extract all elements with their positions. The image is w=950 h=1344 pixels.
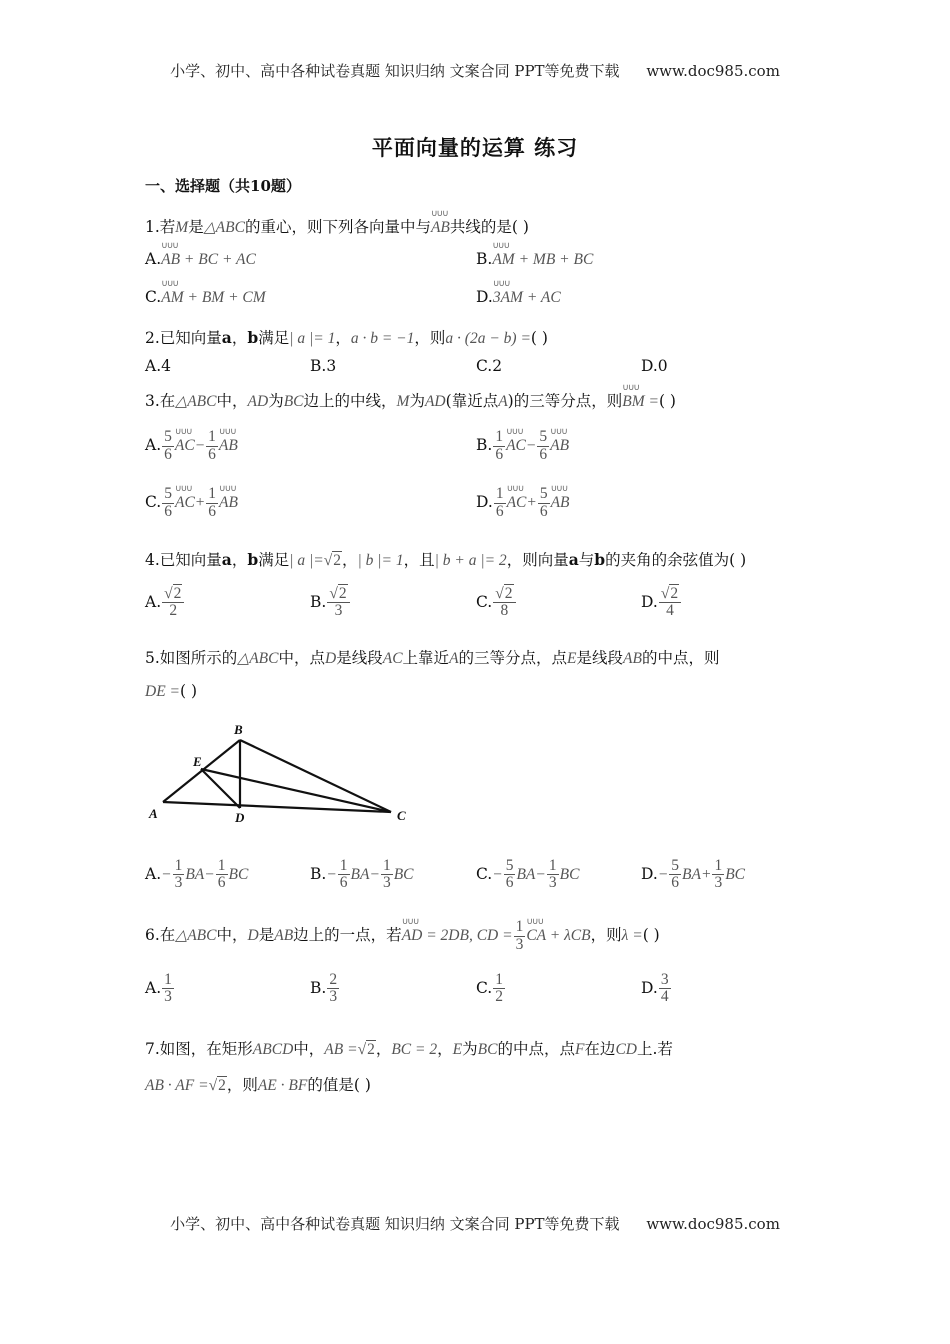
q1-option-c[interactable]: C.∪∪∪ AM + BM + CM (145, 280, 266, 307)
q2-option-d[interactable]: D.0 (641, 357, 668, 375)
q5-option-c[interactable]: C.− $\frac{5}{6}$ BA− $\frac{1}{3}$ BC (476, 857, 580, 892)
q3-option-b[interactable]: B. $\frac{1}{6}$ ∪∪∪ AC− $\frac{5}{6}$ ∪∪∪ AB (476, 428, 569, 463)
q4-option-d[interactable]: D. $\frac{√2}{4}$ (641, 586, 682, 620)
question-2: 2.已知向量a，b满足| a |= 1，a · b = −1，则a · (2a − b) =( ) (145, 328, 548, 347)
question-4: 4.已知向量a，b满足| a |=√2，| b |= 1，且| b + a |= 2，则向量a与b的夹角的余弦值为( ) (145, 550, 747, 569)
q3-option-c[interactable]: C. $\frac{5}{6}$ ∪∪∪ AC+ $\frac{1}{6}$ ∪∪∪ AB (145, 485, 238, 520)
q6-option-b[interactable]: B. $\frac{2}{3}$ (310, 971, 338, 1006)
segment-ed (201, 769, 240, 808)
question-3: 3.在△ABC中，AD为BC边上的中线，M为AD(靠近点A)的三等分点，则∪∪∪ BM =( ) (145, 384, 676, 411)
label-e: E (193, 754, 202, 769)
question-6: 6.在△ABC中，D是AB边上的一点，若∪∪∪ AD = 2DB, CD = $\frac{1}{3}$ ∪∪∪ CA + λCB，则λ =( ) (145, 918, 660, 953)
footer-site-link[interactable]: www.doc985.com (646, 1215, 780, 1233)
q1-option-a[interactable]: A.∪∪∪ AB + BC + AC (145, 242, 256, 269)
label-c: C (397, 808, 406, 823)
header-text: 小学、初中、高中各种试卷真题 知识归纳 文案合同 PPT等免费下载 (170, 62, 620, 80)
q5-triangle-figure (145, 718, 415, 828)
question-1: 1.若M是△ABC的重心，则下列各向量中与∪∪∪ AB共线的是( ) (145, 210, 529, 237)
q4-option-c[interactable]: C. $\frac{√2}{8}$ (476, 586, 517, 620)
page-footer (0, 1213, 950, 1234)
label-b: B (234, 722, 243, 737)
q6-option-a[interactable]: A. $\frac{1}{3}$ (145, 971, 172, 1006)
header-site-link[interactable]: www.doc985.com (646, 62, 780, 80)
q6-option-c[interactable]: C. $\frac{1}{2}$ (476, 971, 503, 1006)
q2-option-a[interactable]: A.4 (145, 357, 171, 375)
q3-option-a[interactable]: A. $\frac{5}{6}$ ∪∪∪ AC− $\frac{1}{6}$ ∪∪∪ AB (145, 428, 238, 463)
question-7-cont: AB · AF =√2，则AE · BF的值是( ) (145, 1076, 371, 1094)
q4-option-b[interactable]: B. $\frac{√2}{3}$ (310, 586, 351, 620)
page-header (0, 60, 950, 81)
section-heading: 一、选择题（共10题） (145, 177, 301, 195)
label-a: A (149, 806, 158, 821)
question-5-cont: DE =( ) (145, 682, 198, 700)
q6-option-d[interactable]: D. $\frac{3}{4}$ (641, 971, 669, 1006)
footer-text: 小学、初中、高中各种试卷真题 知识归纳 文案合同 PPT等免费下载 (170, 1215, 620, 1233)
q1-option-d[interactable]: D.∪∪∪ 3AM + AC (476, 280, 561, 307)
q4-option-a[interactable]: A. $\frac{√2}{2}$ (145, 586, 185, 620)
q2-option-c[interactable]: C.2 (476, 357, 503, 375)
q5-option-a[interactable]: A.− $\frac{1}{3}$ BA− $\frac{1}{6}$ BC (145, 857, 249, 892)
q1-option-b[interactable]: B.∪∪∪ AM + MB + BC (476, 242, 593, 269)
q5-option-d[interactable]: D.− $\frac{5}{6}$ BA+ $\frac{1}{3}$ BC (641, 857, 745, 892)
page-title: 平面向量的运算 练习 (371, 135, 579, 160)
label-d: D (235, 810, 245, 825)
q5-option-b[interactable]: B.− $\frac{1}{6}$ BA− $\frac{1}{3}$ BC (310, 857, 414, 892)
q3-option-d[interactable]: D. $\frac{1}{6}$ ∪∪∪ AC+ $\frac{5}{6}$ ∪∪∪ AB (476, 485, 570, 520)
edge-bc (240, 740, 391, 812)
q2-option-b[interactable]: B.3 (310, 357, 337, 375)
question-5: 5.如图所示的△ABC中，点D是线段AC上靠近A的三等分点，点E是线段AB的中点，则 (145, 649, 720, 667)
question-7: 7.如图，在矩形ABCD中，AB =√2，BC = 2，E为BC的中点，点F在边CD上.若 (145, 1040, 673, 1058)
